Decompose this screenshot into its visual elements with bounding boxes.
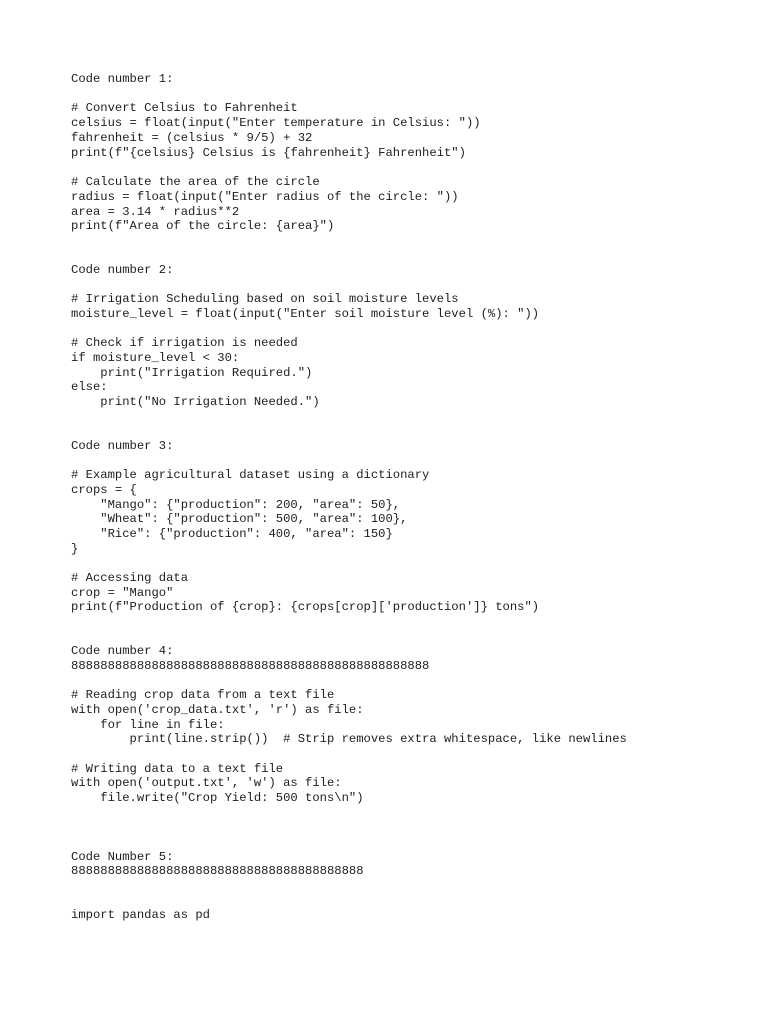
code-line: with open('output.txt', 'w') as file: bbox=[71, 776, 342, 790]
code-line: "Wheat": {"production": 500, "area": 100}, bbox=[71, 512, 408, 526]
code-comment: # Writing data to a text file bbox=[71, 762, 284, 776]
code-comment: # Convert Celsius to Fahrenheit bbox=[71, 101, 298, 115]
code-comment: # Reading crop data from a text file bbox=[71, 688, 335, 702]
code-line: fahrenheit = (celsius * 9/5) + 32 bbox=[71, 131, 313, 145]
code-comment: # Example agricultural dataset using a dictionary bbox=[71, 468, 430, 482]
separator-line: 8888888888888888888888888888888888888888 bbox=[71, 864, 364, 878]
code-comment: # Accessing data bbox=[71, 571, 189, 585]
code-line: import pandas as pd bbox=[71, 908, 210, 922]
code-line: crop = "Mango" bbox=[71, 586, 174, 600]
code-comment: # Calculate the area of the circle bbox=[71, 175, 320, 189]
code-line: print(f"Area of the circle: {area}") bbox=[71, 219, 335, 233]
section-heading-code-2: Code number 2: bbox=[71, 263, 174, 277]
code-line: } bbox=[71, 542, 79, 556]
code-line: "Rice": {"production": 400, "area": 150} bbox=[71, 527, 393, 541]
code-line: print("Irrigation Required.") bbox=[71, 366, 313, 380]
code-line: "Mango": {"production": 200, "area": 50}, bbox=[71, 498, 401, 512]
code-line: print(f"{celsius} Celsius is {fahrenheit} Fahrenheit") bbox=[71, 146, 466, 160]
code-line: else: bbox=[71, 380, 108, 394]
code-line: crops = { bbox=[71, 483, 137, 497]
code-line: print("No Irrigation Needed.") bbox=[71, 395, 320, 409]
code-line: with open('crop_data.txt', 'r') as file: bbox=[71, 703, 364, 717]
section-heading-code-4: Code number 4: bbox=[71, 644, 174, 658]
separator-line: 8888888888888888888888888888888888888888888888888 bbox=[71, 659, 430, 673]
code-line: if moisture_level < 30: bbox=[71, 351, 240, 365]
code-line: file.write("Crop Yield: 500 tons\n") bbox=[71, 791, 364, 805]
code-line: print(line.strip()) # Strip removes extra whitespace, like newlines bbox=[71, 732, 627, 746]
code-comment: # Irrigation Scheduling based on soil moisture levels bbox=[71, 292, 459, 306]
section-heading-code-1: Code number 1: bbox=[71, 72, 174, 86]
code-line: celsius = float(input("Enter temperature in Celsius: ")) bbox=[71, 116, 481, 130]
code-line: moisture_level = float(input("Enter soil moisture level (%): ")) bbox=[71, 307, 540, 321]
code-comment: # Check if irrigation is needed bbox=[71, 336, 298, 350]
code-line: for line in file: bbox=[71, 718, 225, 732]
section-heading-code-5: Code Number 5: bbox=[71, 850, 174, 864]
section-heading-code-3: Code number 3: bbox=[71, 439, 174, 453]
code-line: area = 3.14 * radius**2 bbox=[71, 205, 240, 219]
code-line: radius = float(input("Enter radius of the circle: ")) bbox=[71, 190, 459, 204]
code-line: print(f"Production of {crop}: {crops[crop]['production']} tons") bbox=[71, 600, 540, 614]
